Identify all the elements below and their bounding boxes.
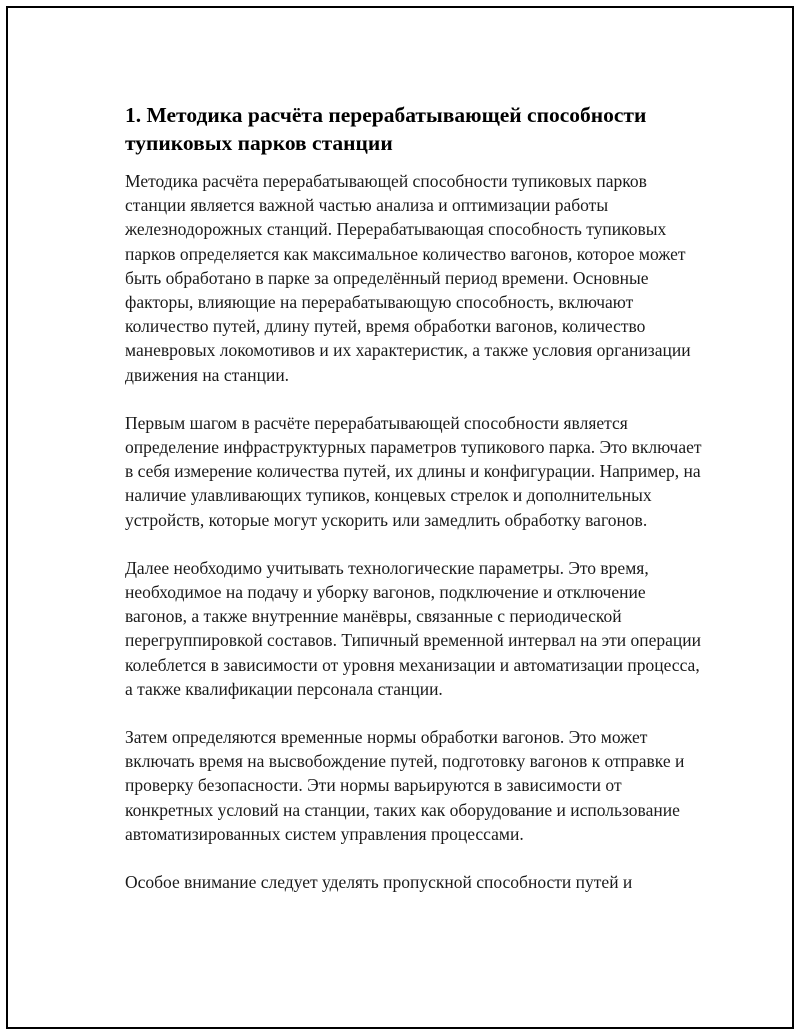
paragraph-1: Методика расчёта перерабатывающей способности тупиковых парков станции является важной частью анализа и оптимизации работы железнодорожных станций. Перерабатывающая способность тупиковых парков определяется как максимальное количество вагонов, которое может быть обработано в парке за определённый период времени. Основные факторы, влияющие на перерабатывающую способность, включают количество путей, длину путей, время обработки вагонов, количество маневровых локомотивов и их характеристик, а также условия организации движения на станции. xyxy=(125,171,691,385)
document-content xyxy=(125,101,705,894)
paragraph-4: Затем определяются временные нормы обработки вагонов. Это может включать время на высвобождение путей, подготовку вагонов к отправке и проверку безопасности. Эти нормы варьируются в зависимости от конкретных условий на станции, таких как оборудование и использование автоматизированных систем управления процессами. xyxy=(125,727,685,844)
page-frame xyxy=(6,6,794,1029)
paragraph-2: Первым шагом в расчёте перерабатывающей способности является определение инфраструктурных параметров тупикового парка. Это включает в себя измерение количества путей, их длины и конфигурации. Например, на наличие улавливающих тупиков, концевых стрелок и дополнительных устройств, которые могут ускорить или замедлить обработку вагонов. xyxy=(125,412,702,530)
paragraph-5: Особое внимание следует уделять пропускной способности путей и xyxy=(125,872,633,893)
section-heading: 1. Методика расчёта перерабатывающей способности тупиковых парков станции xyxy=(125,103,647,155)
paragraph-3: Далее необходимо учитывать технологические параметры. Это время, необходимое на подачу и уборку вагонов, подключение и отключение вагонов, а также внутренние манёвры, связанные с периодической перегруппировкой составов. Типичный временной интервал на эти операции колеблется в зависимости от уровня механизации и автоматизации процесса, а также квалификации персонала станции. xyxy=(125,557,702,699)
